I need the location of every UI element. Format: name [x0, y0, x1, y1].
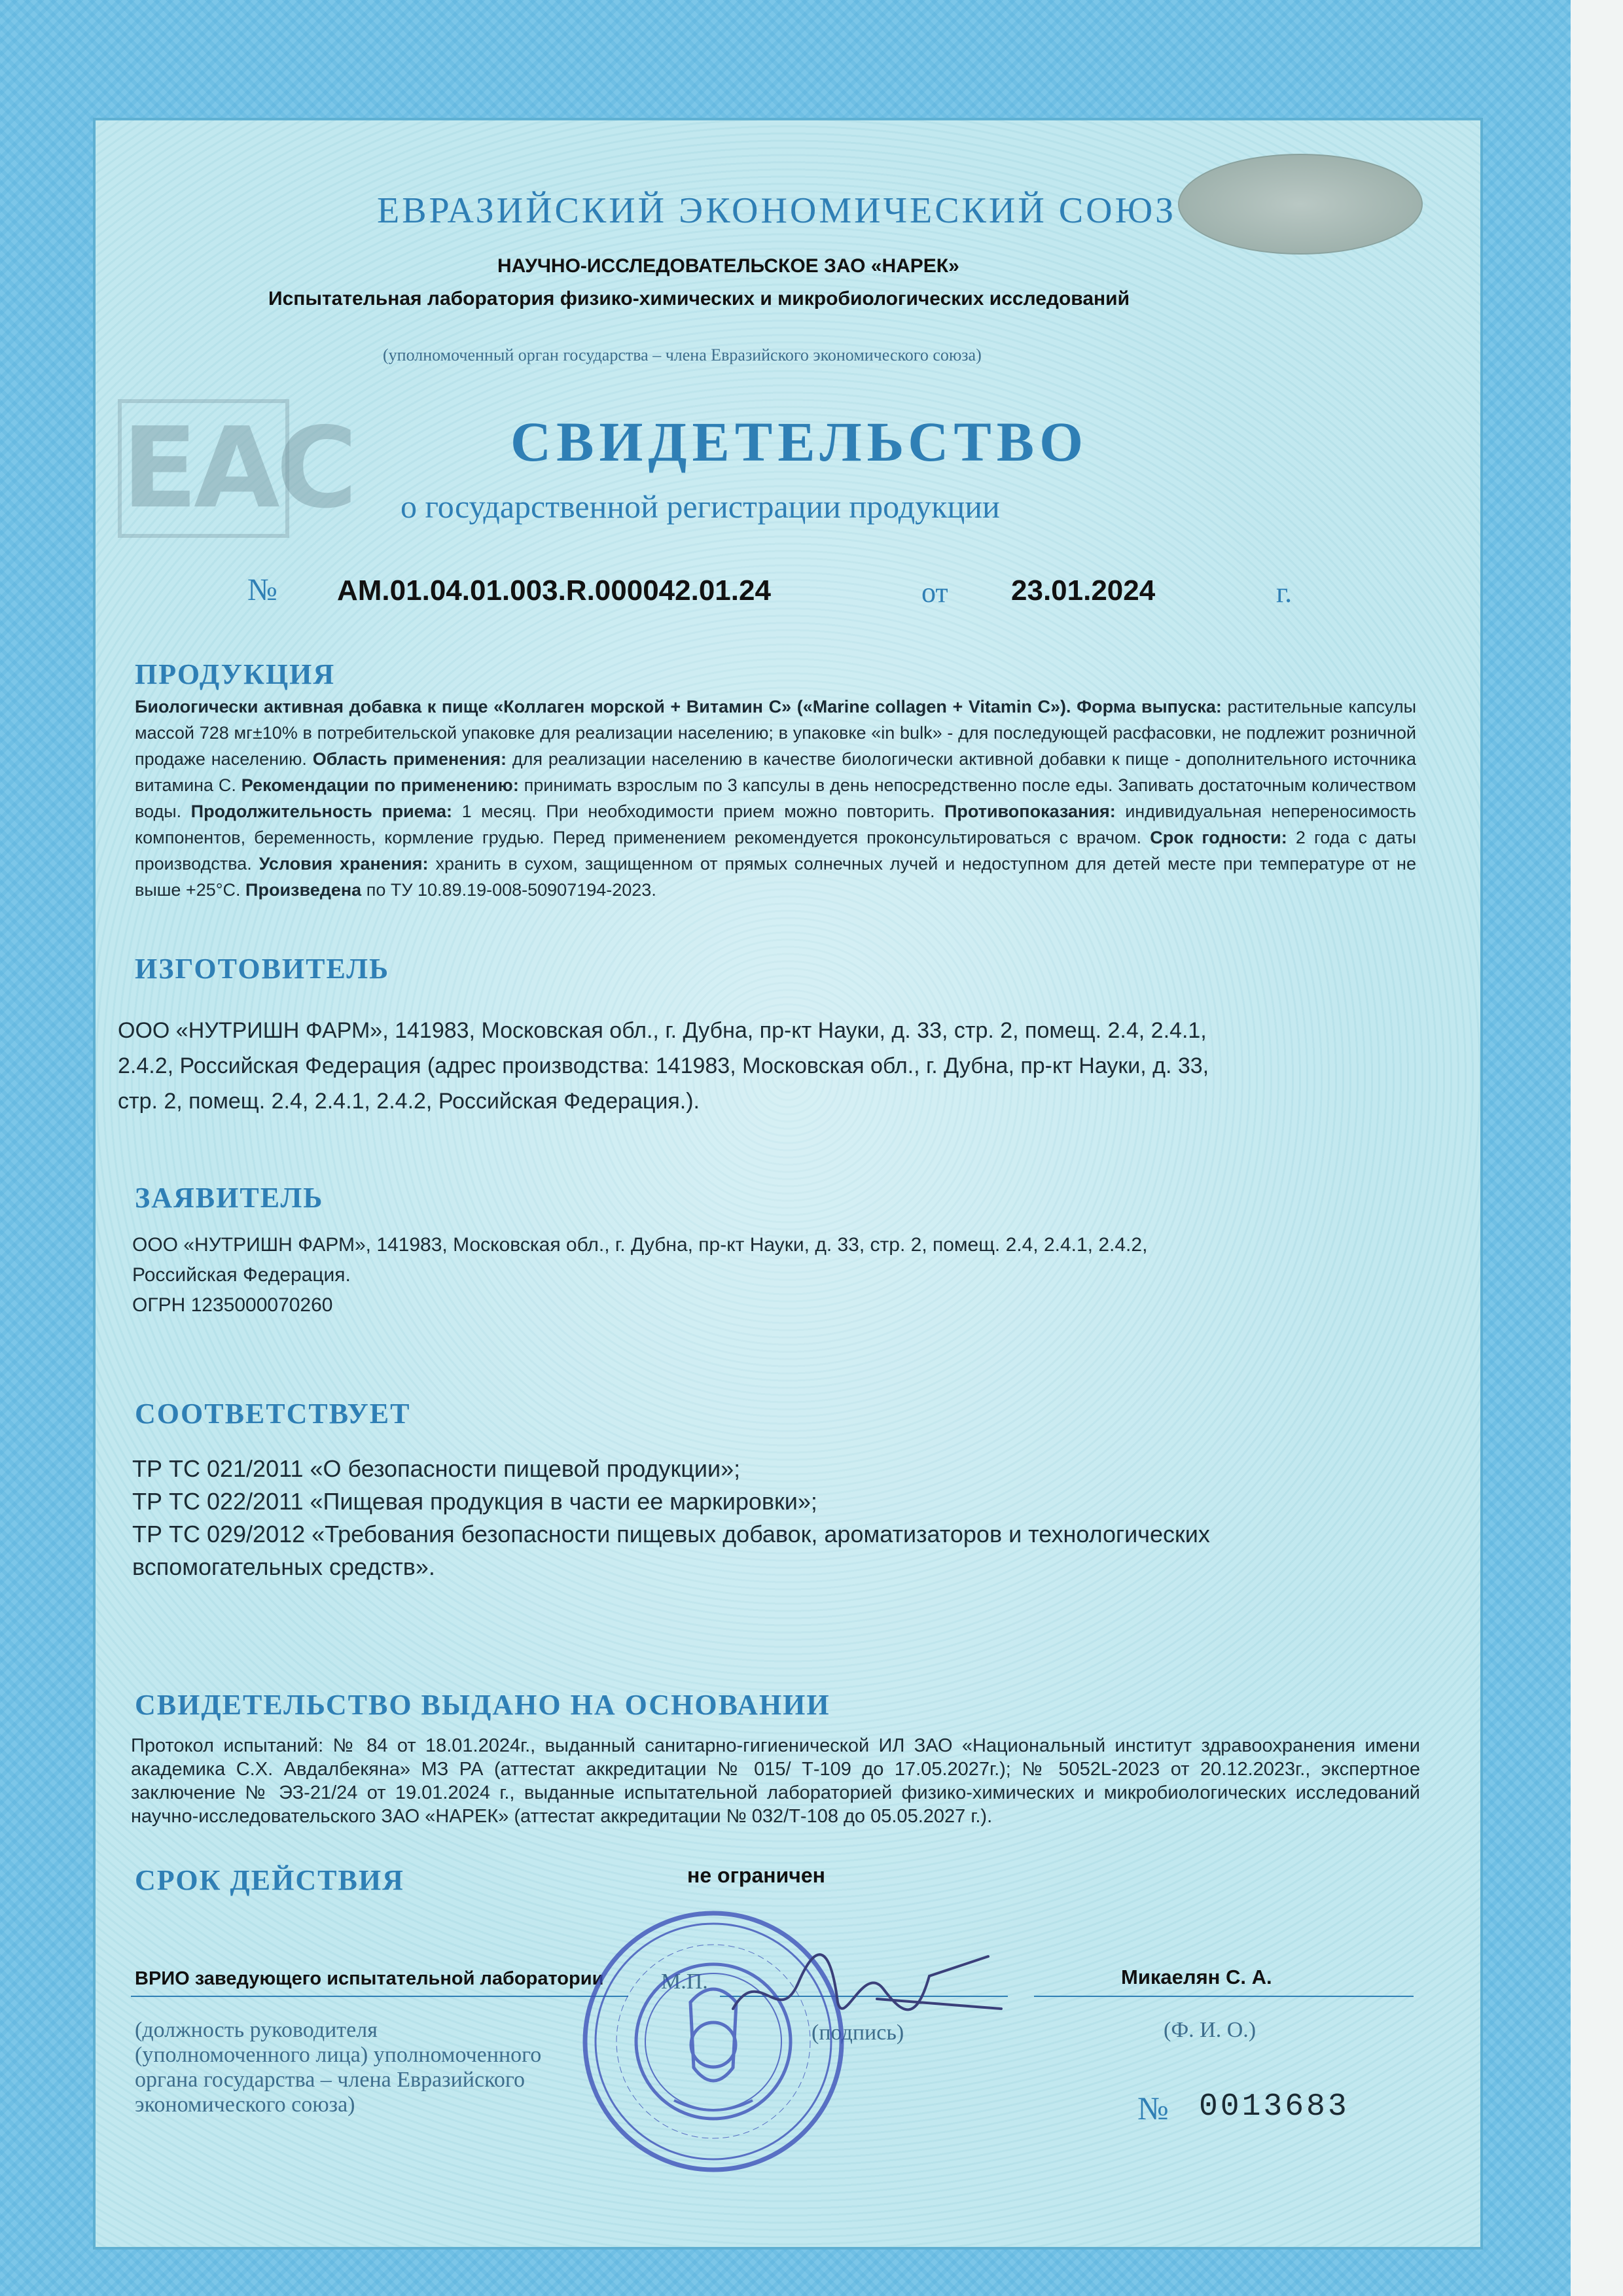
area-label: Область применения: [312, 749, 507, 769]
name-underline [1034, 1996, 1414, 1997]
signatory-name: Микаелян С. А. [1121, 1966, 1272, 1988]
applicant-address [132, 1230, 1428, 1320]
position-caption-line: (должность руководителя [135, 2018, 378, 2042]
hologram-seal [1178, 154, 1423, 255]
registration-number: AM.01.04.01.003.R.000042.01.24 [337, 574, 771, 607]
regulation-item: ТР ТС 022/2011 «Пищевая продукция в части ее маркировки»; [132, 1488, 817, 1515]
eac-watermark: ЕАС [118, 399, 289, 538]
manufacturer-line: стр. 2, помещ. 2.4, 2.4.1, 2.4.2, Российская Федерация.). [118, 1089, 700, 1114]
conforms-heading: СООТВЕТСТВУЕТ [135, 1398, 411, 1430]
serial-number: 0013683 [1199, 2089, 1349, 2125]
produced-text: по ТУ 10.89.19-008-50907194-2023. [366, 880, 656, 900]
position-caption-line: (уполномоченного лица) уполномоченного [135, 2043, 542, 2067]
mp-label: М.П. [661, 1969, 708, 1994]
handwritten-signature-icon [720, 1937, 1008, 2041]
basis-heading: СВИДЕТЕЛЬСТВО ВЫДАНО НА ОСНОВАНИИ [135, 1689, 830, 1721]
name-caption: (Ф. И. О.) [1164, 2018, 1257, 2042]
manufacturer-line: 2.4.2, Российская Федерация (адрес производства: 141983, Московская обл., г. Дубна, пр-кт Науки, д. 33, [118, 1053, 1209, 1078]
duration-text: 1 месяц. При необходимости прием можно повторить. [461, 802, 935, 821]
document-subtitle: о государственной регистрации продукции [401, 488, 1000, 525]
applicant-line: Российская Федерация. [132, 1264, 351, 1286]
product-description [135, 694, 1416, 903]
registration-number-symbol: № [247, 573, 277, 607]
signatory-position: ВРИО заведующего испытательной лаборатории [135, 1968, 604, 1989]
registration-date: 23.01.2024 [1011, 574, 1156, 607]
authority-note: (уполномоченный орган государства – члена Евразийского экономического союза) [383, 345, 982, 364]
applicant-ogrn: ОГРН 1235000070260 [132, 1294, 333, 1316]
area-text: для реализации населению в качестве биологически активной добавки к пище - дополнительного источника витамина С. [135, 749, 1416, 795]
document-title: СВИДЕТЕЛЬСТВО [510, 410, 1088, 473]
product-name: Биологически активная добавка к пище «Коллаген морской + Витамин С» («Marine collagen + Vitamin C»). [135, 697, 1071, 716]
regulation-item: вспомогательных средств». [132, 1553, 435, 1580]
shelf-label: Срок годности: [1150, 828, 1287, 847]
form-label: Форма выпуска: [1077, 697, 1222, 716]
applicant-line: ООО «НУТРИШН ФАРМ», 141983, Московская обл., г. Дубна, пр-кт Науки, д. 33, стр. 2, помещ. 2.4, 2.4.1, 2.4.2, [132, 1234, 1148, 1256]
position-underline [131, 1996, 628, 1997]
registration-from-label: от [921, 576, 948, 609]
applicant-heading: ЗАЯВИТЕЛЬ [135, 1182, 324, 1214]
recommend-text: принимать взрослым по 3 капсулы в день непосредственно после еды. Запивать достаточным количеством воды. [135, 775, 1416, 821]
union-title: ЕВРАЗИЙСКИЙ ЭКОНОМИЧЕСКИЙ СОЮЗ [377, 190, 1177, 231]
validity-value: не ограничен [687, 1863, 825, 1887]
conforms-list [132, 1453, 1428, 1583]
position-caption-line: органа государства – члена Евразийского [135, 2068, 525, 2092]
contra-label: Противопоказания: [944, 802, 1116, 821]
validity-heading: СРОК ДЕЙСТВИЯ [135, 1864, 404, 1896]
storage-text: хранить в сухом, защищенном от прямых солнечных лучей и недоступном для детей месте при температуре от не выше +25°С. [135, 854, 1416, 900]
duration-label: Продолжительность приема: [190, 802, 453, 821]
position-caption-line: экономического союза) [135, 2093, 355, 2117]
basis-text: Протокол испытаний: № 84 от 18.01.2024г., выданный санитарно-гигиенической ИЛ ЗАО «Национальный институт здравоохранения имени академика С.Х. Авдалбекяна» МЗ РА (аттестат аккредитации № 015/ Т-109 до 17.05.2027г.); № 5052L-2023 от 20.12.2023г., экспертное заключение № ЭЗ-21/24 от 19.01.2024 г., выданные испытательной лабораторией физико-химических и микробиологических исследований научно-исследовательского ЗАО «НАРЕК» (аттестат аккредитации № 032/Т-108 до 05.05.2027 г.). [131, 1735, 1420, 1827]
serial-number-symbol: № [1137, 2090, 1169, 2127]
position-caption [135, 2018, 541, 2117]
regulation-item: ТР ТС 021/2011 «О безопасности пищевой продукции»; [132, 1455, 741, 1482]
contra-text: индивидуальная непереносимость компонентов, беременность, кормление грудью. Перед применением рекомендуется проконсультироваться с врачом. [135, 802, 1416, 847]
laboratory-name: Испытательная лаборатория физико-химических и микробиологических исследований [268, 288, 1130, 309]
form-text: растительные капсулы массой 728 мг±10% в потребительской упаковке для реализации населению; в упаковке «in bulk» - для последующей расфасовки, не подлежит розничной продаже населению. [135, 697, 1416, 769]
manufacturer-heading: ИЗГОТОВИТЕЛЬ [135, 953, 390, 985]
recommend-label: Рекомендации по применению: [241, 775, 519, 795]
produced-label: Произведена [245, 880, 362, 900]
storage-label: Условия хранения: [259, 854, 429, 874]
regulation-item: ТР ТС 029/2012 «Требования безопасности пищевых добавок, ароматизаторов и технологических [132, 1521, 1210, 1547]
manufacturer-address [118, 1013, 1427, 1119]
signature-caption: (подпись) [812, 2021, 904, 2045]
registration-year-suffix: г. [1276, 576, 1293, 609]
manufacturer-line: ООО «НУТРИШН ФАРМ», 141983, Московская обл., г. Дубна, пр-кт Науки, д. 33, стр. 2, помещ. 2.4, 2.4.1, [118, 1018, 1207, 1043]
organization-name: НАУЧНО-ИССЛЕДОВАТЕЛЬСКОЕ ЗАО «НАРЕК» [497, 255, 959, 277]
product-heading: ПРОДУКЦИЯ [135, 658, 336, 690]
shelf-text: 2 года с даты производства. [135, 828, 1417, 874]
